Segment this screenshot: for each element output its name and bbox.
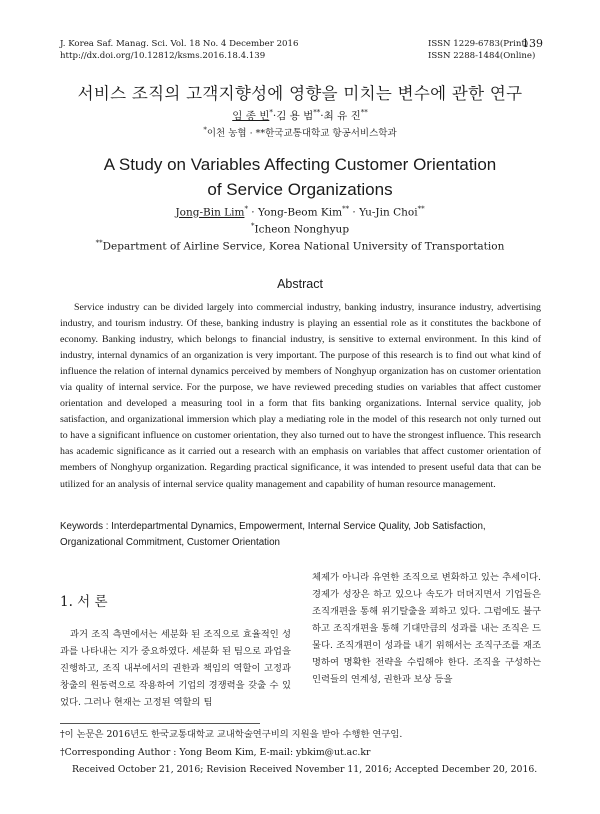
intro-paragraph-right: 체제가 아니라 유연한 조직으로 변화하고 있는 추세이다. 경제가 성장은 하고 있으나 속도가 더뎌지면서 기업들은 조직개편을 통해 위기탈출을 꾀하고 있다. 그럼에도 불구하고 조직개편을 통해 기대만큼의 성과를 내는 조직은 드물다. 조직개편이 성과를 내기 위해서는 조직구조를 재조명하여 명확한 전략을 수립해야 한다. 조직을 구성하는 인력들의 연계성, 권한과 보상 등을 — [312, 572, 541, 685]
korean-affiliation-mark: * — [203, 125, 207, 134]
english-author-2: Yong-Beom Kim — [257, 206, 343, 219]
english-author-3: Yu-Jin Choi — [359, 206, 418, 219]
korean-author-3: 최 유 진 — [323, 110, 361, 122]
issn-print: ISSN 1229-6783(Print) — [428, 39, 529, 49]
korean-author-1: 임 종 빈 — [232, 110, 270, 122]
english-author-2-mark: ** — [342, 205, 350, 213]
english-author-1-mark: * — [244, 205, 248, 213]
footnotes — [60, 726, 550, 779]
body-column-left — [60, 626, 291, 711]
english-affiliation-2-mark: ** — [95, 239, 103, 247]
english-affiliation-1-text: Icheon Nonghyup — [254, 223, 350, 236]
english-affiliation-2-text: Department of Airline Service, Korea National University of Transportation — [102, 240, 505, 253]
english-author-sep-2: · — [349, 206, 360, 219]
footnote-funding: †이 논문은 2016년도 한국교통대학교 교내학술연구비의 지원을 받아 수행한 연구임. — [60, 729, 403, 740]
english-authors — [0, 205, 600, 219]
english-title-line-2: of Service Organizations — [207, 180, 393, 199]
body-column-right — [312, 569, 541, 688]
english-author-sep-1: · — [247, 206, 258, 219]
issn-online: ISSN 2288-1484(Online) — [428, 51, 536, 61]
section-heading-introduction: 1. 서 론 — [60, 594, 108, 610]
korean-author-sep-2: · — [320, 110, 324, 122]
english-affiliation-2 — [0, 239, 600, 253]
abstract-body — [60, 300, 541, 493]
korean-author-2-mark: ** — [313, 108, 321, 117]
footnote-received-dates: Received October 21, 2016; Revision Received November 11, 2016; Accepted December 20, 2016. — [72, 764, 538, 775]
abstract-paragraph: Service industry can be divided largely into commercial industry, banking industry, insurance industry, advertising industry, and tourism industry. Of these, banking industry is playing an essential role as it constitutes the backbone of economy. Banking industry, which belongs to financial industry, is sensitive to external environment. In this kind of industry, internal dynamics of an organization is very important. The purpose of this research is to find out what kind of influence the relation of internal dynamics perceived by members of Nonghyup organization has on customer orientation via quality of internal service. For the purpose, we have reviewed preceding studies on variables that affect customer orientation and developed a measuring tool in a form that fits banking organizations. Internal service quality, job satisfaction, and organizational immersion which play a mediating role in the model of this research not only turned out to have a significant influence on customer orientation, they also turned out to have the strongest influence. This research has academic significance as it carried out a research with an emphasis on variables that affect customer orientation of members of Nonghyup organization. Regarding practical significance, it was intended to present useful data that can be utilized for an analysis of internal service quality management and capability of human resource management. — [60, 302, 541, 490]
korean-affiliation-text: 이천 농협 · **한국교통대학교 항공서비스학과 — [206, 128, 397, 139]
english-affiliation-1 — [0, 222, 600, 236]
journal-header — [60, 38, 298, 62]
issn-block — [428, 38, 535, 62]
korean-author-3-mark: ** — [360, 108, 368, 117]
footnote-corresponding-author: †Corresponding Author : Yong Beom Kim, E-mail: ybkim@ut.ac.kr — [60, 746, 371, 758]
korean-affiliation — [0, 125, 600, 139]
english-affiliation-1-mark: * — [250, 222, 255, 230]
doi-link[interactable]: http://dx.doi.org/10.12812/ksms.2016.18.4.139 — [60, 51, 266, 61]
english-author-1: Jong-Bin Lim — [175, 206, 245, 219]
korean-authors — [0, 108, 600, 123]
korean-author-sep-1: · — [272, 110, 277, 122]
abstract-heading: Abstract — [277, 277, 323, 291]
page-number: 139 — [522, 37, 543, 50]
korean-title: 서비스 조직의 고객지향성에 영향을 미치는 변수에 관한 연구 — [77, 84, 523, 103]
keywords: Keywords : Interdepartmental Dynamics, Empowerment, Internal Service Quality, Job Satisfaction, Organizational Commitment, Customer Orientation — [60, 521, 486, 548]
english-title — [0, 152, 600, 202]
journal-citation: J. Korea Saf. Manag. Sci. Vol. 18 No. 4 December 2016 — [60, 39, 299, 49]
english-author-3-mark: ** — [417, 205, 425, 213]
korean-author-2: 김 용 범 — [276, 110, 314, 122]
intro-paragraph-left: 과거 조직 측면에서는 세분화 된 조직으로 효율적인 성과를 나타내는 지가 중요하였다. 세분화 된 팀으로 과업을 진행하고, 조직 내부에서의 권한과 책임의 역할이 고정과 창출의 원동력으로 작용하여 기업의 경쟁력을 갖출 수 있었다. 그러나 현재는 고정된 역할의 팀 — [60, 629, 291, 708]
footnote-divider — [60, 723, 260, 724]
english-title-line-1: A Study on Variables Affecting Customer Orientation — [103, 155, 497, 174]
korean-author-1-mark: * — [269, 108, 273, 117]
